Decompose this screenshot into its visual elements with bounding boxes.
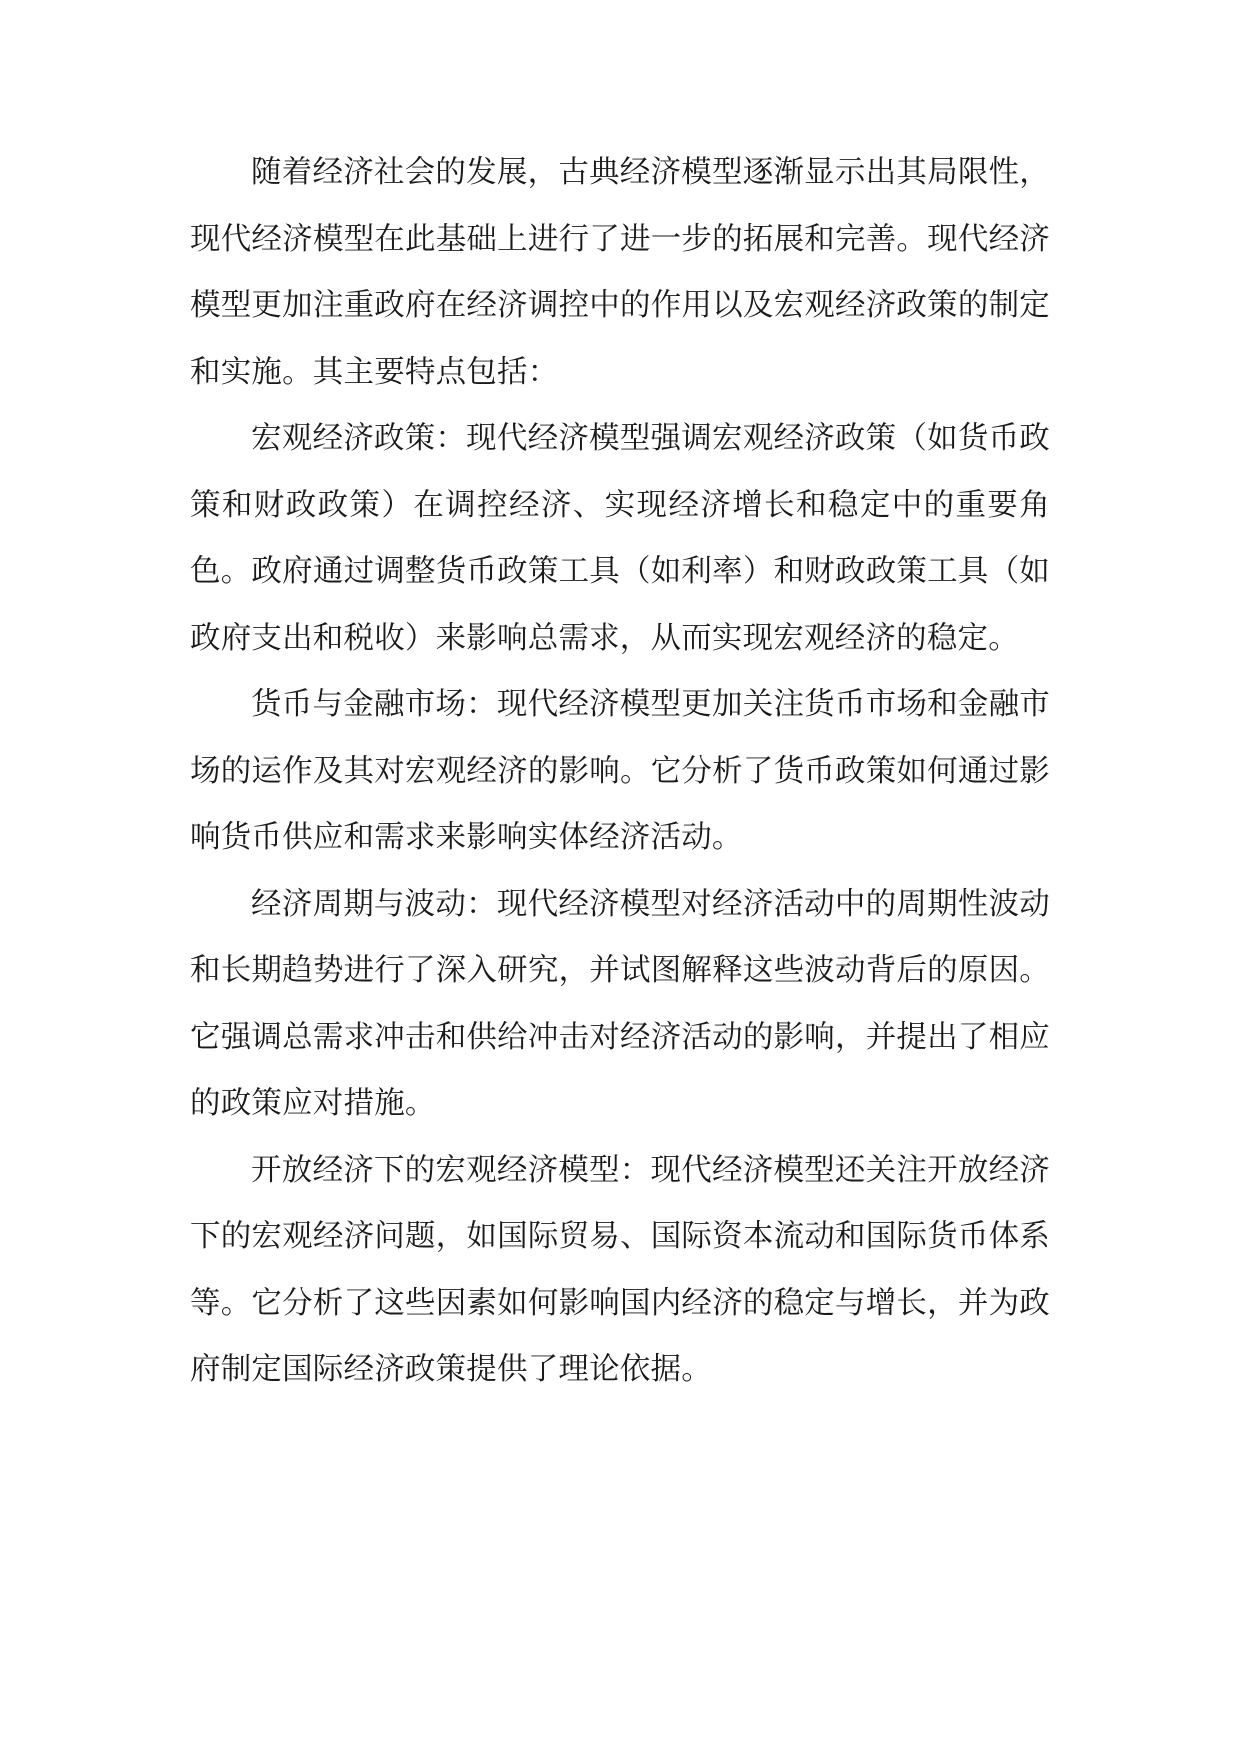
paragraph-intro: 随着经济社会的发展，古典经济模型逐渐显示出其局限性，现代经济模型在此基础上进行了进一步的拓展和完善。现代经济模型更加注重政府在经济调控中的作用以及宏观经济政策的制定和实施。其主要特点包括： xyxy=(190,155,1050,390)
document-body xyxy=(190,140,1050,1404)
paragraph-macro-policy: 宏观经济政策：现代经济模型强调宏观经济政策（如货币政策和财政政策）在调控经济、实现经济增长和稳定中的重要角色。政府通过调整货币政策工具（如利率）和财政政策工具（如政府支出和税收）来影响总需求，从而实现宏观经济的稳定。 xyxy=(190,421,1050,656)
paragraph-business-cycle: 经济周期与波动：现代经济模型对经济活动中的周期性波动和长期趋势进行了深入研究，并试图解释这些波动背后的原因。它强调总需求冲击和供给冲击对经济活动的影响，并提出了相应的政策应对措施。 xyxy=(190,886,1050,1121)
paragraph-money-finance: 货币与金融市场：现代经济模型更加关注货币市场和金融市场的运作及其对宏观经济的影响。它分析了货币政策如何通过影响货币供应和需求来影响实体经济活动。 xyxy=(190,687,1050,855)
paragraph-open-economy: 开放经济下的宏观经济模型：现代经济模型还关注开放经济下的宏观经济问题，如国际贸易、国际资本流动和国际货币体系等。它分析了这些因素如何影响国内经济的稳定与增长，并为政府制定国际经济政策提供了理论依据。 xyxy=(190,1152,1050,1387)
